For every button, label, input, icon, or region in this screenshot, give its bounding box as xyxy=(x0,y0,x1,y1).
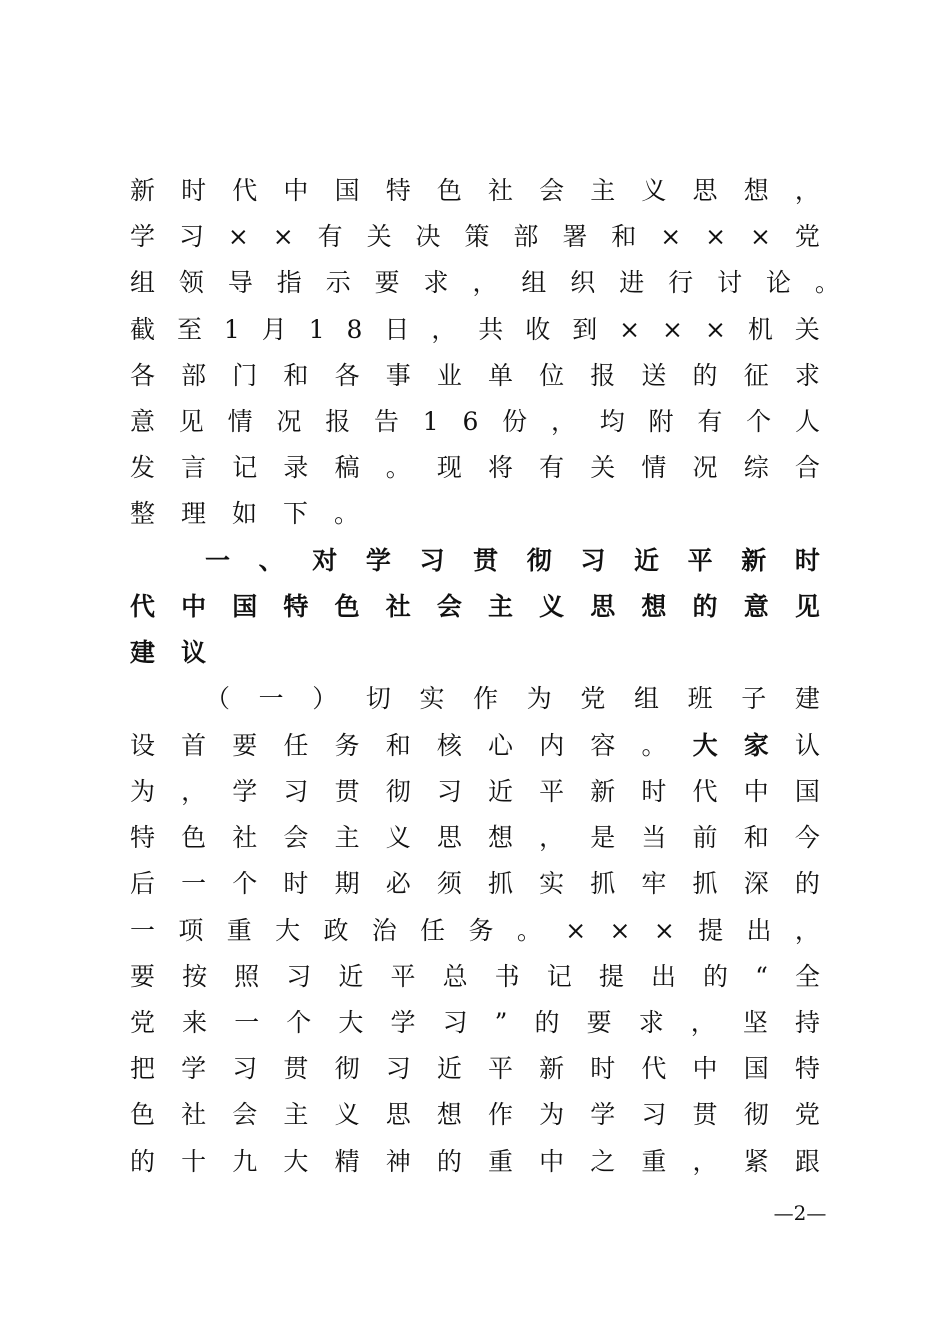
page-number: —2— xyxy=(773,1201,827,1225)
body-text-line-2: 学 习 × × 有 关 决 策 部 署 和 × × × 党 xyxy=(130,222,820,251)
subsection-text-line-8: 党 来 一 个 大 学 习 ” 的 要 求 ， 坚 持 xyxy=(130,1008,820,1037)
body-text-line-7: 发 言 记 录 稿 。 现 将 有 关 情 况 综 合 xyxy=(130,453,820,482)
subsection-text-line-9: 把 学 习 贯 彻 习 近 平 新 时 代 中 国 特 xyxy=(130,1054,820,1083)
body-text-line-1: 新 时 代 中 国 特 色 社 会 主 义 思 想 ， xyxy=(130,176,820,205)
subsection-text-line-4: 特 色 社 会 主 义 思 想 ， 是 当 前 和 今 xyxy=(130,823,820,852)
section-heading-line-1: 一 、 对 学 习 贯 彻 习 近 平 新 时 xyxy=(205,546,820,575)
body-text-line-8: 整理如下。 xyxy=(130,499,386,528)
section-heading-line-3: 建议 xyxy=(130,638,233,667)
subsection-text-prefix: 设首要任务和核心内容。 xyxy=(130,731,693,760)
subsection-title-line: （ 一 ） 切 实 作 为 党 组 班 子 建 xyxy=(205,684,820,713)
section-heading-line-2: 代 中 国 特 色 社 会 主 义 思 想 的 意 见 xyxy=(130,592,820,621)
subsection-text-line-11: 的 十 九 大 精 神 的 重 中 之 重 ， 紧 跟 xyxy=(130,1147,820,1176)
subsection-text-line-3: 为 ， 学 习 贯 彻 习 近 平 新 时 代 中 国 xyxy=(130,777,820,806)
body-text-line-6: 意 见 情 况 报 告 1 6 份 ， 均 附 有 个 人 xyxy=(130,407,820,436)
body-text-line-4: 截 至 1 月 1 8 日 ， 共 收 到 × × × 机 关 xyxy=(130,315,820,344)
subsection-text-line-7: 要 按 照 习 近 平 总 书 记 提 出 的 “ 全 xyxy=(130,962,820,991)
subsection-text-line-10: 色 社 会 主 义 思 想 作 为 学 习 贯 彻 党 xyxy=(130,1100,820,1129)
subsection-text-suffix: 认 xyxy=(794,731,820,760)
subsection-text-line-6: 一 项 重 大 政 治 任 务 。 × × × 提 出 ， xyxy=(130,916,820,945)
body-text-line-3: 组 领 导 指 示 要 求 ， 组 织 进 行 讨 论 。 xyxy=(130,268,840,297)
subsection-text-line-2 xyxy=(130,726,820,766)
subsection-text-line-5: 后 一 个 时 期 必 须 抓 实 抓 牢 抓 深 的 xyxy=(130,869,820,898)
body-text-line-5: 各 部 门 和 各 事 业 单 位 报 送 的 征 求 xyxy=(130,361,820,390)
subsection-text-emphasis: 大家 xyxy=(692,731,795,760)
